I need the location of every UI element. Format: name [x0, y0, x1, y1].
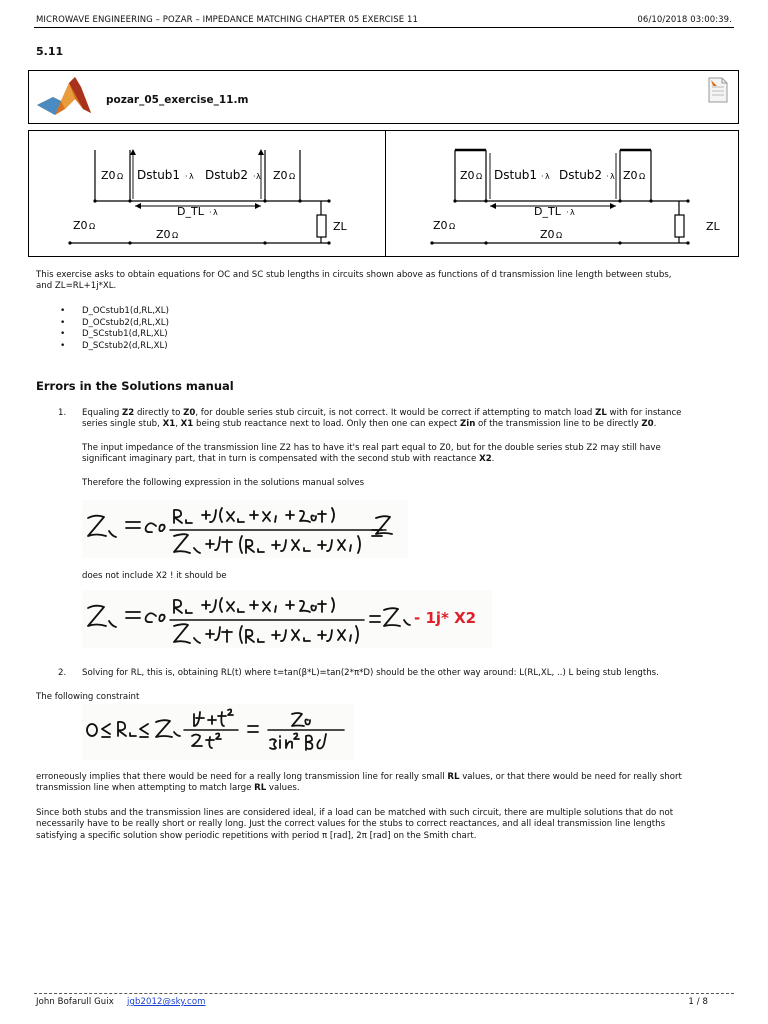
svg-text:·: ·	[606, 172, 609, 181]
svg-text:Ω: Ω	[556, 231, 563, 240]
svg-text:Ω: Ω	[639, 172, 646, 181]
handwritten-equation-solutions-manual	[82, 500, 408, 558]
svg-text:λ: λ	[610, 172, 615, 181]
ideal-stubs-paragraph: Since both stubs and the transmission lines are considered ideal, if a load can be matched with such circuit, there are multiple solutions that do not necessarily have to be really short or really long. Just the correct values for the stubs to correct reactances, and all ideal transmission line lengths satisfying a specific solution show periodic repetitions with period π [rad], 2π [rad] on the Smith chart.	[36, 808, 674, 841]
header-title: MICROWAVE ENGINEERING – POZAR – IMPEDANCE MATCHING CHAPTER 05 EXERCISE 11	[36, 15, 419, 25]
list-item: • D_OCstub2(d,RL,XL)	[36, 318, 169, 330]
right-z0-line: Z0	[540, 228, 555, 241]
svg-text:·: ·	[566, 208, 569, 217]
item1-therefore: Therefore the following expression in the solutions manual solves	[82, 478, 365, 488]
left-zl-label: ZL	[333, 220, 347, 233]
list-item: • D_OCstub1(d,RL,XL)	[36, 306, 169, 318]
function-list	[36, 306, 169, 352]
svg-text:Ω: Ω	[449, 222, 456, 231]
open-circuit-stub-diagram	[29, 131, 385, 256]
header-rule	[34, 27, 734, 28]
circuit-diagram-frame	[28, 130, 739, 257]
item2-paragraph: Solving for RL, this is, obtaining RL(t) where t=tan(β*L)=tan(2*π*D) should be the other way around: L(RL,XL, ..) L being stub lengths.	[82, 668, 659, 678]
svg-text:Ω: Ω	[289, 172, 296, 181]
header-datetime: 06/10/2018 03:00:39.	[637, 15, 732, 25]
left-z0-line: Z0	[156, 228, 171, 241]
intro-paragraph: This exercise asks to obtain equations for OC and SC stub lengths in circuits shown above as functions of d transmission line length between stubs, and ZL=RL+1j*XL.	[36, 270, 672, 292]
left-z0-source: Z0	[73, 219, 88, 232]
matlab-logo-icon	[35, 75, 95, 119]
right-dstub1-label: Dstub1	[494, 168, 538, 182]
constraint-intro: The following constraint	[36, 692, 140, 702]
item1-paragraph: Equaling Z2 directly to Z0, for double series stub circuit, is not correct. It would be correct if attempting to match load ZL with for instance series single stub, X1, X1 being stub reactance next to load. Only then one can expect Zin of the transmission line to be directly Z0.	[82, 408, 682, 430]
svg-text:Ω: Ω	[172, 231, 179, 240]
left-dstub2-label: Dstub2	[205, 168, 249, 182]
svg-text:λ: λ	[570, 208, 575, 217]
svg-text:λ: λ	[189, 172, 194, 181]
footer-author: John Bofarull Guix	[36, 997, 114, 1007]
svg-text:Ω: Ω	[117, 172, 124, 181]
footer-email-link[interactable]: jgb2012@sky.com	[127, 997, 206, 1007]
item-number: 1.	[58, 408, 67, 418]
svg-text:λ: λ	[545, 172, 550, 181]
svg-text:Ω: Ω	[89, 222, 96, 231]
erroneous-implication-paragraph: erroneously implies that there would be need for a really long transmission line for really small RL values, or that there would be need for really short transmission line when attempting to match large RL values.	[36, 772, 682, 794]
svg-text:·: ·	[253, 172, 256, 181]
right-dstub2-label: Dstub2	[559, 168, 603, 182]
svg-text:·: ·	[541, 172, 544, 181]
right-dtl-label: D_TL	[534, 205, 561, 218]
list-item: • D_SCstub1(d,RL,XL)	[36, 329, 169, 341]
short-circuit-stub-diagram	[386, 131, 738, 256]
right-z0-top-left: Z0	[460, 169, 475, 182]
handwritten-equation-corrected	[82, 590, 492, 648]
svg-text:λ: λ	[256, 172, 261, 181]
left-dtl-label: D_TL	[177, 205, 204, 218]
right-z0-top-right: Z0	[623, 169, 638, 182]
right-z0-source: Z0	[433, 219, 448, 232]
file-name[interactable]: pozar_05_exercise_11.m	[106, 94, 249, 106]
footer-page-number: 1 / 8	[688, 997, 708, 1007]
footer-rule	[34, 993, 734, 994]
svg-text:λ: λ	[213, 208, 218, 217]
svg-text:·: ·	[209, 208, 212, 217]
correction-term: - 1j* X2	[414, 609, 477, 627]
svg-text:Ω: Ω	[476, 172, 483, 181]
item1-paragraph-2: The input impedance of the transmission line Z2 has to have it's real part equal to Z0, but for the double series stub Z2 may still have significant imaginary part, that in turn is compensated with the second stub with reactance X2.	[82, 443, 661, 465]
left-z0-top-right: Z0	[273, 169, 288, 182]
svg-text:·: ·	[185, 172, 188, 181]
file-banner	[28, 70, 739, 124]
left-z0-top-left: Z0	[101, 169, 116, 182]
section-number: 5.11	[36, 45, 64, 58]
handwritten-constraint	[82, 704, 354, 760]
item-number: 2.	[58, 668, 67, 678]
list-item: • D_SCstub2(d,RL,XL)	[36, 341, 169, 353]
document-icon	[707, 77, 729, 103]
right-zl-label: ZL	[706, 220, 720, 233]
errors-heading: Errors in the Solutions manual	[36, 379, 234, 393]
left-dstub1-label: Dstub1	[137, 168, 181, 182]
item1-does-not-include: does not include X2 ! it should be	[82, 571, 227, 581]
